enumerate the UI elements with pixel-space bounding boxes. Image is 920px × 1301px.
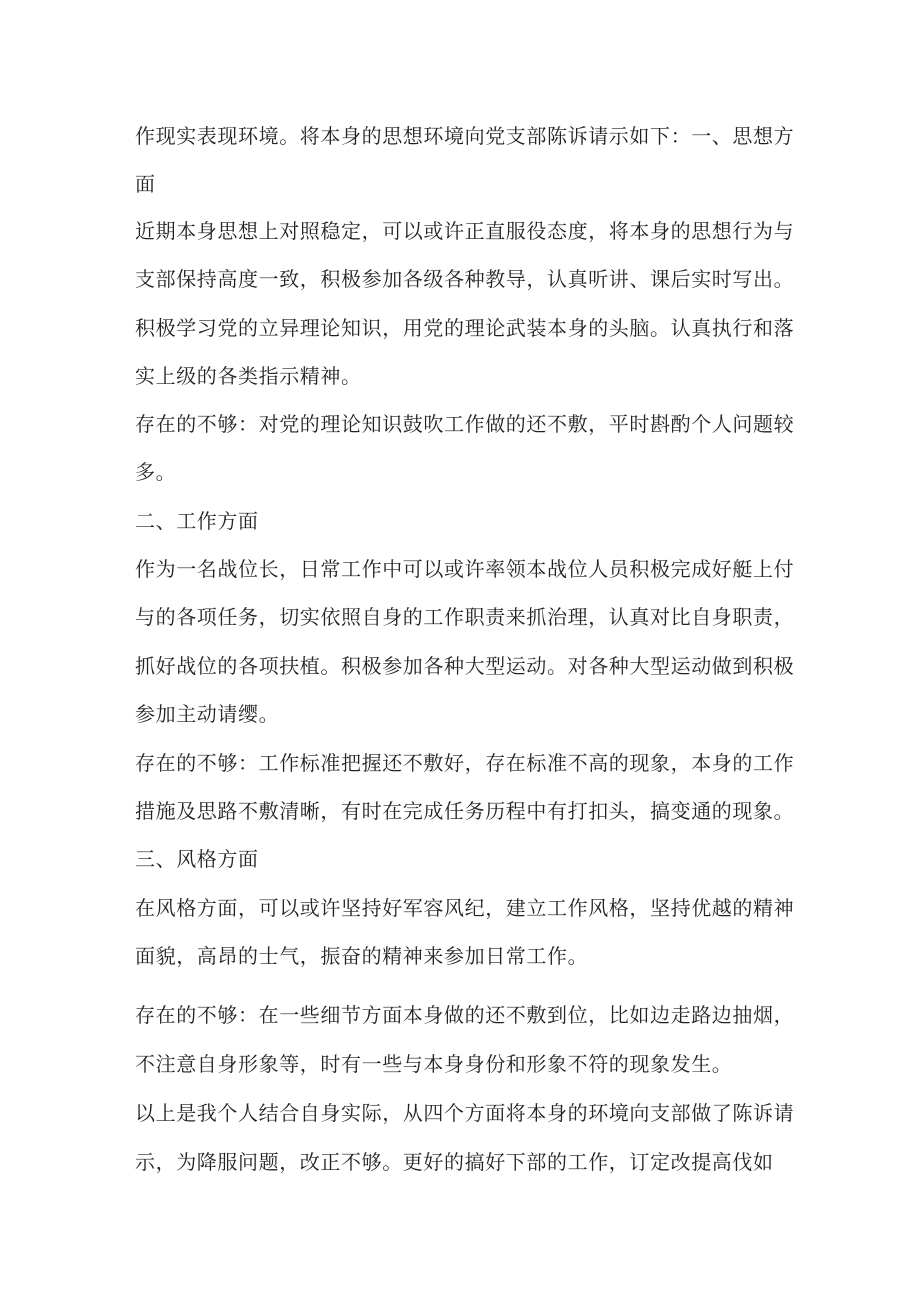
text-line: 与的各项任务，切实依照自身的工作职责来抓治理，认真对比自身职责，	[135, 605, 795, 629]
text-line: 面貌，高昂的士气，振奋的精神来参加日常工作。	[135, 944, 589, 968]
text-line: 存在的不够：在一些细节方面本身做的还不敷到位，比如边走路边抽烟，	[135, 1003, 795, 1027]
text-line: 存在的不够：工作标准把握还不敷好，存在标准不高的现象，本身的工作	[135, 751, 795, 775]
text-line: 近期本身思想上对照稳定，可以或许正直服役态度，将本身的思想行为与	[135, 219, 795, 243]
text-line: 在风格方面，可以或许坚持好军容风纪，建立工作风格，坚持优越的精神	[135, 896, 795, 920]
text-line: 多。	[135, 460, 177, 484]
text-line: 面	[135, 172, 156, 196]
text-line: 以上是我个人结合自身实际，从四个方面将本身的环境向支部做了陈诉请	[135, 1101, 795, 1125]
text-line: 存在的不够：对党的理论知识鼓吹工作做的还不敷，平时斟酌个人问题较	[135, 412, 795, 436]
section-heading: 三、风格方面	[135, 847, 259, 871]
text-line: 作为一名战位长，日常工作中可以或许率领本战位人员积极完成好艇上付	[135, 557, 795, 581]
text-line: 支部保持高度一致，积极参加各级各种教导，认真听讲、课后实时写出。	[135, 267, 795, 291]
text-line: 示，为降服问题，改正不够。更好的搞好下部的工作，订定改提高伐如	[135, 1150, 774, 1174]
text-line: 措施及思路不敷清晰，有时在完成任务历程中有打扣头，搞变通的现象。	[135, 799, 795, 823]
text-line: 不注意自身形象等，时有一些与本身身份和形象不符的现象发生。	[135, 1052, 733, 1076]
text-line: 作现实表现环境。将本身的思想环境向党支部陈诉请示如下：一、思想方	[135, 124, 795, 148]
text-line: 积极学习党的立异理论知识，用党的理论武装本身的头脑。认真执行和落	[135, 316, 795, 340]
section-heading: 二、工作方面	[135, 509, 259, 533]
text-line: 实上级的各类指示精神。	[135, 364, 362, 388]
text-line: 参加主动请缨。	[135, 702, 280, 726]
text-line: 抓好战位的各项扶植。积极参加各种大型运动。对各种大型运动做到积极	[135, 654, 795, 678]
